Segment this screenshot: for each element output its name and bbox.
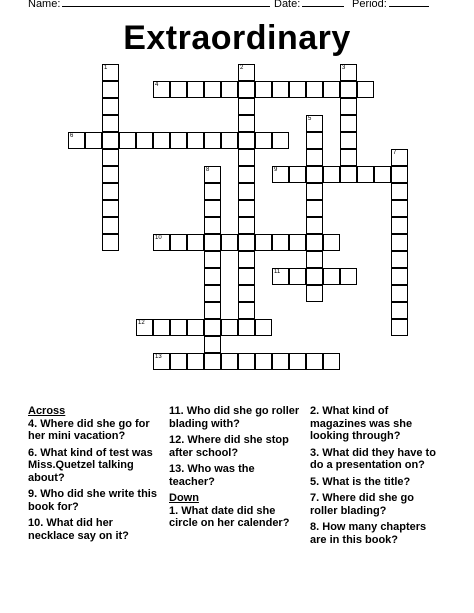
clue-item-number: 13.: [169, 463, 185, 475]
crossword-cell[interactable]: [391, 166, 408, 183]
crossword-cell[interactable]: [204, 234, 221, 251]
crossword-cell[interactable]: [238, 166, 255, 183]
crossword-cell[interactable]: [238, 319, 255, 336]
crossword-cell[interactable]: [255, 319, 272, 336]
clue-item-number: 8.: [310, 521, 320, 533]
crossword-cell[interactable]: [238, 217, 255, 234]
crossword-cell[interactable]: [153, 132, 170, 149]
crossword-cell[interactable]: [153, 353, 170, 370]
crossword-cell[interactable]: [289, 234, 306, 251]
clue-item-text: What kind of test was Miss.Quetzel talking about?: [28, 446, 153, 484]
crossword-cell[interactable]: [153, 81, 170, 98]
crossword-cell[interactable]: [238, 268, 255, 285]
crossword-cell[interactable]: [102, 98, 119, 115]
clue-item-number: 3.: [310, 446, 320, 459]
crossword-cell[interactable]: [340, 81, 357, 98]
clue-item-number: 1.: [169, 504, 179, 517]
crossword-cell[interactable]: [272, 268, 289, 285]
clue-item-number: 12.: [169, 434, 185, 446]
crossword-cell[interactable]: [204, 132, 221, 149]
crossword-cell[interactable]: [238, 200, 255, 217]
crossword-cell[interactable]: [102, 132, 119, 149]
crossword-cell[interactable]: [221, 234, 238, 251]
clue-item-text: What did her necklace say on it?: [28, 517, 129, 542]
clue-item: [310, 492, 444, 517]
crossword-cell[interactable]: [306, 285, 323, 302]
crossword-cell[interactable]: [238, 353, 255, 370]
crossword-cell[interactable]: [102, 64, 119, 81]
crossword-cell[interactable]: [374, 166, 391, 183]
clue-number: 10: [155, 235, 162, 241]
crossword-cell[interactable]: [204, 302, 221, 319]
clue-number: 3: [342, 65, 346, 71]
crossword-cell[interactable]: [340, 149, 357, 166]
crossword-cell[interactable]: [204, 183, 221, 200]
clue-item-text: How many chapters are in this book?: [310, 521, 427, 546]
clue-number: 11: [274, 269, 281, 275]
crossword-cell[interactable]: [391, 217, 408, 234]
crossword-cell[interactable]: [204, 217, 221, 234]
crossword-cell[interactable]: [391, 302, 408, 319]
crossword-cell[interactable]: [102, 81, 119, 98]
crossword-cell[interactable]: [102, 166, 119, 183]
crossword-cell[interactable]: [204, 353, 221, 370]
crossword-cell[interactable]: [272, 166, 289, 183]
clue-item-number: 4.: [28, 417, 38, 430]
period-label: Period:: [352, 0, 387, 10]
crossword-cell[interactable]: [238, 285, 255, 302]
crossword-cell[interactable]: [187, 234, 204, 251]
clue-item: [28, 447, 162, 485]
crossword-cell[interactable]: [289, 81, 306, 98]
crossword-cell[interactable]: [391, 319, 408, 336]
crossword-cell[interactable]: [204, 81, 221, 98]
crossword-cell[interactable]: [153, 319, 170, 336]
crossword-cell[interactable]: [391, 285, 408, 302]
clue-item: [310, 447, 444, 472]
clue-item: [169, 434, 303, 459]
crossword-cell[interactable]: [68, 132, 85, 149]
clue-number: 9: [274, 167, 278, 173]
crossword-cell[interactable]: [272, 353, 289, 370]
crossword-cell[interactable]: [391, 268, 408, 285]
crossword-cell[interactable]: [238, 132, 255, 149]
crossword-cell[interactable]: [187, 319, 204, 336]
crossword-cell[interactable]: [340, 268, 357, 285]
crossword-cell[interactable]: [102, 217, 119, 234]
clue-item-number: 5.: [310, 475, 320, 488]
clue-column: [310, 405, 444, 550]
clue-item: [169, 405, 303, 430]
crossword-cell[interactable]: [306, 132, 323, 149]
crossword-cell[interactable]: [238, 251, 255, 268]
crossword-cell[interactable]: [221, 353, 238, 370]
clue-item: [169, 505, 303, 530]
clue-item-number: 2.: [310, 405, 320, 417]
crossword-cell[interactable]: [119, 132, 136, 149]
clue-item-text: Where did she go for her mini vacation?: [28, 417, 150, 442]
crossword-cell[interactable]: [204, 336, 221, 353]
crossword-cell[interactable]: [102, 115, 119, 132]
crossword-cell[interactable]: [340, 166, 357, 183]
clue-number: 2: [240, 65, 244, 71]
clue-item: [310, 521, 444, 546]
clue-number: 6: [70, 133, 74, 139]
crossword-cell[interactable]: [170, 81, 187, 98]
clue-number: 1: [104, 65, 108, 71]
crossword-cell[interactable]: [306, 268, 323, 285]
crossword-cell[interactable]: [306, 234, 323, 251]
crossword-cell[interactable]: [238, 149, 255, 166]
crossword-cell[interactable]: [323, 234, 340, 251]
clue-item-number: 11.: [169, 405, 184, 417]
clue-number: 8: [206, 167, 210, 173]
crossword-cell[interactable]: [323, 353, 340, 370]
crossword-cell[interactable]: [238, 81, 255, 98]
crossword-cell[interactable]: [340, 98, 357, 115]
crossword-cell[interactable]: [204, 319, 221, 336]
crossword-cell[interactable]: [357, 166, 374, 183]
crossword-cell[interactable]: [255, 234, 272, 251]
crossword-cell[interactable]: [170, 319, 187, 336]
clue-item-text: Where did she stop after school?: [169, 434, 289, 459]
clue-item: [310, 405, 444, 443]
crossword-cell[interactable]: [306, 166, 323, 183]
crossword-cell[interactable]: [289, 166, 306, 183]
crossword-cell[interactable]: [221, 132, 238, 149]
crossword-cell[interactable]: [306, 183, 323, 200]
crossword-cell[interactable]: [238, 302, 255, 319]
crossword-cell[interactable]: [221, 81, 238, 98]
crossword-cell[interactable]: [255, 353, 272, 370]
crossword-cell[interactable]: [340, 132, 357, 149]
clue-item-text: Where did she go roller blading?: [310, 492, 414, 517]
clue-heading: Down: [169, 492, 199, 504]
clue-item-text: What kind of magazines was she looking through?: [310, 405, 413, 442]
clue-item: [28, 488, 162, 513]
name-label: Name:: [28, 0, 61, 10]
crossword-cell[interactable]: [272, 81, 289, 98]
crossword-cell[interactable]: [272, 132, 289, 149]
crossword-cell[interactable]: [187, 132, 204, 149]
crossword-cell[interactable]: [391, 149, 408, 166]
crossword-cell[interactable]: [102, 234, 119, 251]
crossword-cell[interactable]: [306, 81, 323, 98]
page-title: Extraordinary: [123, 19, 351, 57]
crossword-cell[interactable]: [323, 268, 340, 285]
crossword-cell[interactable]: [170, 132, 187, 149]
crossword-cell[interactable]: [204, 285, 221, 302]
crossword-cell[interactable]: [306, 251, 323, 268]
clue-item-text: Who did she write this book for?: [28, 488, 157, 513]
clue-item: [310, 476, 444, 489]
crossword-cell[interactable]: [85, 132, 102, 149]
clue-number: 12: [138, 320, 145, 326]
clue-item-number: 7.: [310, 492, 320, 504]
clue-number: 7: [393, 150, 397, 156]
crossword-cell[interactable]: [238, 98, 255, 115]
clue-item-text: What date did she circle on her calender?: [169, 504, 290, 529]
crossword-cell[interactable]: [153, 234, 170, 251]
crossword-cell[interactable]: [306, 115, 323, 132]
clue-item-text: Who did she go roller blading with?: [169, 405, 300, 430]
crossword-cell[interactable]: [289, 268, 306, 285]
crossword-cell[interactable]: [136, 319, 153, 336]
crossword-cell[interactable]: [204, 166, 221, 183]
crossword-cell[interactable]: [238, 183, 255, 200]
clue-number: 5: [308, 116, 312, 122]
crossword-cell[interactable]: [306, 149, 323, 166]
crossword-cell[interactable]: [306, 353, 323, 370]
crossword-cell[interactable]: [340, 115, 357, 132]
crossword-cell[interactable]: [221, 319, 238, 336]
clue-item-number: 10.: [28, 517, 44, 529]
crossword-cell[interactable]: [255, 132, 272, 149]
clue-item-number: 9.: [28, 488, 38, 500]
crossword-cell[interactable]: [102, 200, 119, 217]
crossword-cell[interactable]: [170, 234, 187, 251]
crossword-cell[interactable]: [102, 183, 119, 200]
crossword-cell[interactable]: [391, 183, 408, 200]
crossword-cell[interactable]: [391, 200, 408, 217]
crossword-cell[interactable]: [306, 217, 323, 234]
clue-item: [28, 418, 162, 443]
crossword-cell[interactable]: [391, 234, 408, 251]
crossword-cell[interactable]: [289, 353, 306, 370]
clue-item: [28, 517, 162, 542]
date-label: Date:: [274, 0, 301, 10]
clue-number: 4: [155, 82, 159, 88]
clue-item-text: What is the title?: [322, 475, 411, 488]
crossword-cell[interactable]: [357, 81, 374, 98]
crossword-cell[interactable]: [204, 251, 221, 268]
crossword-cell[interactable]: [272, 234, 289, 251]
crossword-cell[interactable]: [136, 132, 153, 149]
crossword-cell[interactable]: [391, 251, 408, 268]
crossword-cell[interactable]: [323, 166, 340, 183]
crossword-cell[interactable]: [306, 200, 323, 217]
clue-heading: Across: [28, 405, 66, 417]
crossword-cell[interactable]: [170, 353, 187, 370]
crossword-cell[interactable]: [204, 200, 221, 217]
crossword-cell[interactable]: [340, 64, 357, 81]
clue-item-text: What did they have to do a presentation on?: [310, 446, 436, 471]
clue-item: [169, 463, 303, 488]
crossword-cell[interactable]: [238, 64, 255, 81]
crossword-cell[interactable]: [323, 81, 340, 98]
clue-item-text: Who was the teacher?: [169, 463, 255, 488]
clue-item-number: 6.: [28, 446, 38, 459]
crossword-cell[interactable]: [187, 81, 204, 98]
clue-column: [28, 405, 162, 546]
crossword-cell[interactable]: [187, 353, 204, 370]
crossword-cell[interactable]: [238, 115, 255, 132]
clue-number: 13: [155, 354, 162, 360]
crossword-cell[interactable]: [102, 149, 119, 166]
clue-column: [169, 405, 303, 534]
crossword-cell[interactable]: [238, 234, 255, 251]
crossword-cell[interactable]: [255, 81, 272, 98]
crossword-cell[interactable]: [204, 268, 221, 285]
